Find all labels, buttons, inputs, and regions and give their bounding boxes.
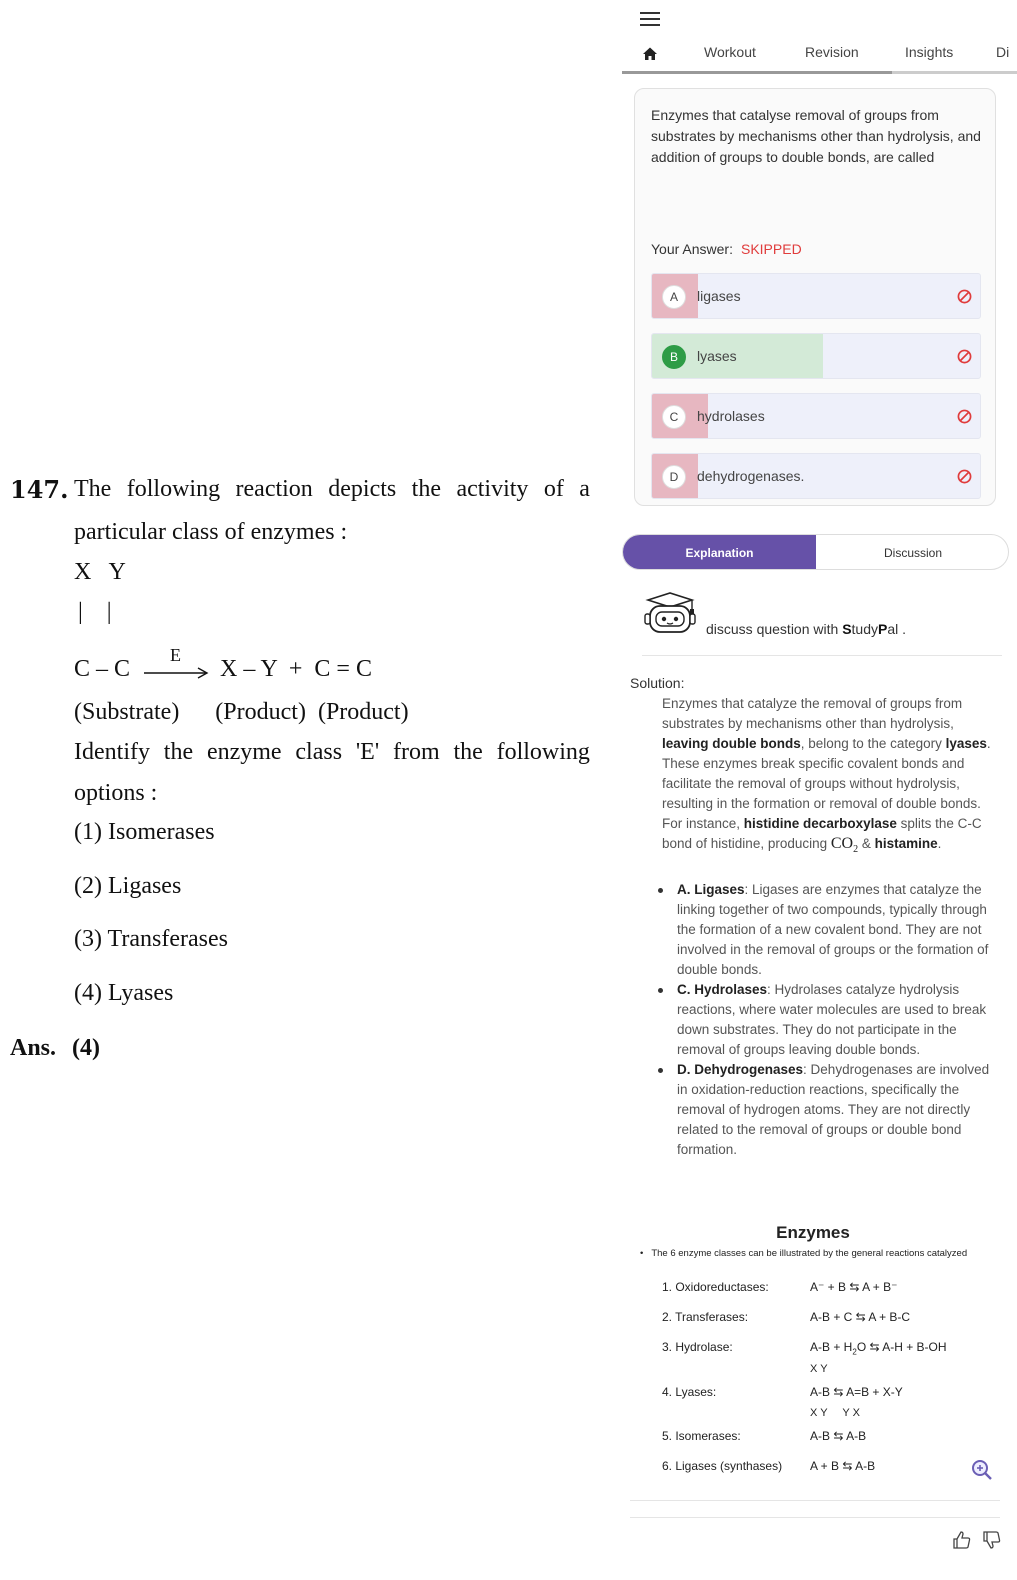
- co2-formula: $CO_2$: [830, 835, 859, 856]
- app-panel: [622, 0, 1017, 1580]
- option-label: dehydrogenases.: [697, 468, 805, 484]
- answer-option-d[interactable]: [651, 453, 981, 499]
- your-answer-value: SKIPPED: [740, 241, 802, 257]
- option-4: (4) Lyases: [74, 980, 174, 1006]
- figure-title: Enzymes: [776, 1223, 850, 1242]
- question-stem-line2: particular class of enzymes :: [74, 519, 348, 545]
- option-letter: A: [662, 285, 686, 309]
- skipped-icon: [957, 409, 972, 424]
- menu-icon[interactable]: [640, 12, 660, 28]
- reaction-arrow: [144, 645, 210, 681]
- studypal-prompt[interactable]: [642, 590, 1002, 656]
- zoom-icon[interactable]: [970, 1458, 994, 1482]
- figure-subtitle: • The 6 enzyme classes can be illustrated by the general reactions catalyzed: [640, 1248, 967, 1259]
- tab-workout[interactable]: Workout: [704, 44, 756, 60]
- list-item: A. Ligases: Ligases are enzymes that catalyze the linking together of two compounds, typically through the formation of a new covalent bond. They are not involved in the removal of groups or the formation of double bonds.: [658, 880, 998, 980]
- option-3: (3) Transferases: [74, 926, 228, 952]
- arrow-icon: [144, 665, 210, 681]
- studypal-text: discuss question with StudyPal .: [706, 621, 907, 637]
- divider: [630, 1517, 1000, 1518]
- reaction-top-labels: X Y: [74, 559, 126, 585]
- identify-line2: options :: [74, 780, 158, 806]
- reaction-captions: (Substrate) (Product) (Product): [74, 699, 409, 725]
- option-letter: D: [662, 465, 686, 489]
- answer-label: Ans.: [10, 1035, 57, 1061]
- enzyme-row-name: 1. Oxidoreductases:: [662, 1280, 769, 1294]
- enzyme-row-reaction: A-B ⇆ A-B: [810, 1429, 867, 1443]
- question-number: 147.: [10, 475, 69, 504]
- reaction-products: X – Y + C = C: [220, 656, 372, 682]
- option-1: (1) Isomerases: [74, 819, 215, 845]
- enzyme-classes-figure: [630, 1215, 1000, 1500]
- enzyme-row-reaction: A⁻ + B ⇆ A + B⁻: [810, 1280, 898, 1294]
- question-text: Enzymes that catalyse removal of groups from substrates by mechanisms other than hydrolysis, and addition of groups to double bonds, are called: [651, 107, 981, 165]
- enzyme-row-top: X Y: [810, 1363, 828, 1375]
- studypal-robot-icon: [642, 590, 698, 636]
- enzyme-row-top: X Y Y X: [810, 1407, 860, 1419]
- option-label: lyases: [697, 348, 737, 364]
- question-card: [634, 88, 996, 506]
- enzyme-row-reaction: A-B + C ⇆ A + B-C: [810, 1310, 911, 1324]
- tab-insights[interactable]: Insights: [905, 44, 954, 60]
- enzyme-label: E: [170, 645, 181, 665]
- home-icon[interactable]: [642, 46, 658, 62]
- option-label: hydrolases: [697, 408, 765, 424]
- tab-discussion[interactable]: Discussion: [883, 546, 943, 560]
- reaction-bonds: | |: [78, 599, 112, 625]
- solution-bullets: [658, 880, 998, 1160]
- reaction-substrate: C – C: [74, 656, 131, 682]
- answer-option-c[interactable]: [651, 393, 981, 439]
- thumbs-down-icon[interactable]: [982, 1530, 1002, 1550]
- question-stem-line1: The following reaction depicts the activity of a: [74, 476, 590, 502]
- enzyme-row-reaction: A-B ⇆ A=B + X-Y: [810, 1385, 903, 1399]
- your-answer: [651, 241, 802, 257]
- option-label: ligases: [697, 288, 741, 304]
- solution-text: Enzymes that catalyze the removal of groups from substrates by mechanisms other than hydrolysis, leaving double bonds, belong to the category lyases. These enzymes break specific covalent bonds and facilitate the removal of groups without hydrolysis, resulting in the formation or removal of double bonds. For instance, histidine decarboxylase splits the C-C bond of histidine, producing $CO_2$ & histamine.: [662, 696, 991, 856]
- list-item: C. Hydrolases: Hydrolases catalyze hydrolysis reactions, where water molecules are used to break down substrates. They do not participate in the removal of groups leaving double bonds.: [658, 980, 998, 1060]
- skipped-icon: [957, 349, 972, 364]
- solution-heading: Solution:: [630, 675, 685, 691]
- enzyme-row-name: 2. Transferases:: [662, 1310, 749, 1324]
- tab-indicator: [622, 71, 892, 74]
- tab-explanation[interactable]: Explanation: [623, 535, 816, 570]
- divider: [630, 1500, 1000, 1501]
- skipped-icon: [957, 469, 972, 484]
- identify-line1: Identify the enzyme class 'E' from the following: [74, 739, 590, 765]
- skipped-icon: [957, 289, 972, 304]
- your-answer-label: Your Answer:: [651, 241, 733, 257]
- thumbs-up-icon[interactable]: [952, 1530, 972, 1550]
- list-item: D. Dehydrogenases: Dehydrogenases are involved in oxidation-reduction reactions, specifically the removal of hydrogen atoms. They are not directly related to the removal of groups or double bond formation.: [658, 1060, 998, 1160]
- enzyme-row-reaction: $A-B + H_2O$ ⇆ A-H + B-OH: [810, 1340, 947, 1357]
- answer-option-b[interactable]: [651, 333, 981, 379]
- option-letter: B: [662, 345, 686, 369]
- enzyme-row-name: 3. Hydrolase:: [662, 1340, 733, 1354]
- tab-revision[interactable]: Revision: [805, 44, 859, 60]
- answer-option-a[interactable]: [651, 273, 981, 319]
- option-2: (2) Ligases: [74, 873, 182, 899]
- option-letter: C: [662, 405, 686, 429]
- tab-di[interactable]: Di: [996, 44, 1010, 60]
- enzyme-row-reaction: A + B ⇆ A-B: [810, 1459, 876, 1473]
- enzyme-row-name: 6. Ligases (synthases): [662, 1459, 783, 1473]
- enzyme-row-name: 4. Lyases:: [662, 1385, 717, 1399]
- answer-value: (4): [72, 1035, 101, 1061]
- tab-bar: [622, 38, 1017, 74]
- explanation-discussion-toggle: [622, 534, 1009, 570]
- answer: [10, 1035, 100, 1062]
- enzyme-row-name: 5. Isomerases:: [662, 1429, 741, 1443]
